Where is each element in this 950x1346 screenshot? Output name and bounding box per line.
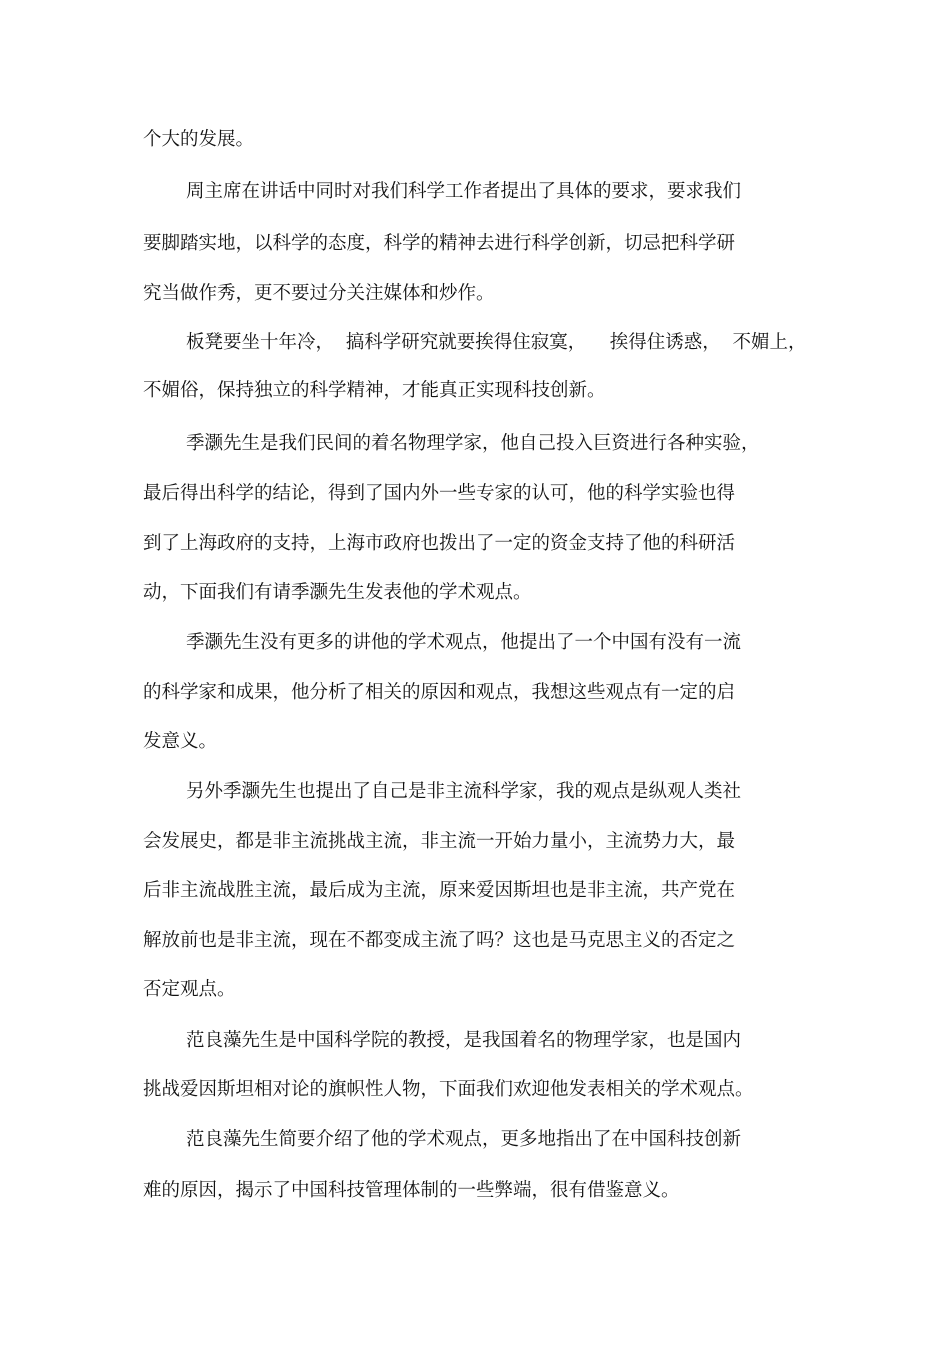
text-line: 动，下面我们有请季灏先生发表他的学术观点。: [143, 582, 532, 603]
text-line: 另外季灏先生也提出了自己是非主流科学家，我的观点是纵观人类社: [186, 781, 742, 802]
text-line: 发意义。: [143, 731, 218, 752]
text-line: 范良藻先生是中国科学院的教授，是我国着名的物理学家，也是国内: [186, 1030, 742, 1051]
text-line: 难的原因，揭示了中国科技管理体制的一些弊端，很有借鉴意义。: [143, 1180, 680, 1201]
text-line: 周主席在讲话中同时对我们科学工作者提出了具体的要求，要求我们: [186, 181, 742, 202]
text-line: 会发展史，都是非主流挑战主流，非主流一开始力量小，主流势力大，最: [143, 831, 736, 852]
text-line: 季灏先生是我们民间的着名物理学家，他自己投入巨资进行各种实验，: [186, 433, 760, 454]
text-line: 后非主流战胜主流，最后成为主流，原来爱因斯坦也是非主流，共产党在: [143, 880, 736, 901]
text-line: 的科学家和成果，他分析了相关的原因和观点，我想这些观点有一定的启: [143, 682, 736, 703]
text-line: 解放前也是非主流，现在不都变成主流了吗？这也是马克思主义的否定之: [143, 930, 736, 951]
text-line: 最后得出科学的结论，得到了国内外一些专家的认可，他的科学实验也得: [143, 483, 736, 504]
text-line: 范良藻先生简要介绍了他的学术观点，更多地指出了在中国科技创新: [186, 1129, 742, 1150]
text-line: 到了上海政府的支持，上海市政府也拨出了一定的资金支持了他的科研活: [143, 533, 736, 554]
text-line: 挑战爱因斯坦相对论的旗帜性人物，下面我们欢迎他发表相关的学术观点。: [143, 1079, 754, 1100]
text-line: 板凳要坐十年冷， 搞科学研究就要挨得住寂寞， 挨得住诱惑， 不媚上，: [186, 332, 807, 353]
text-line: 否定观点。: [143, 979, 236, 1000]
text-line: 不媚俗，保持独立的科学精神，才能真正实现科技创新。: [143, 380, 606, 401]
text-line: 究当做作秀，更不要过分关注媒体和炒作。: [143, 283, 495, 304]
text-line: 季灏先生没有更多的讲他的学术观点，他提出了一个中国有没有一流: [186, 632, 742, 653]
text-line: 个大的发展。: [143, 129, 255, 150]
text-line: 要脚踏实地，以科学的态度，科学的精神去进行科学创新，切忌把科学研: [143, 233, 736, 254]
